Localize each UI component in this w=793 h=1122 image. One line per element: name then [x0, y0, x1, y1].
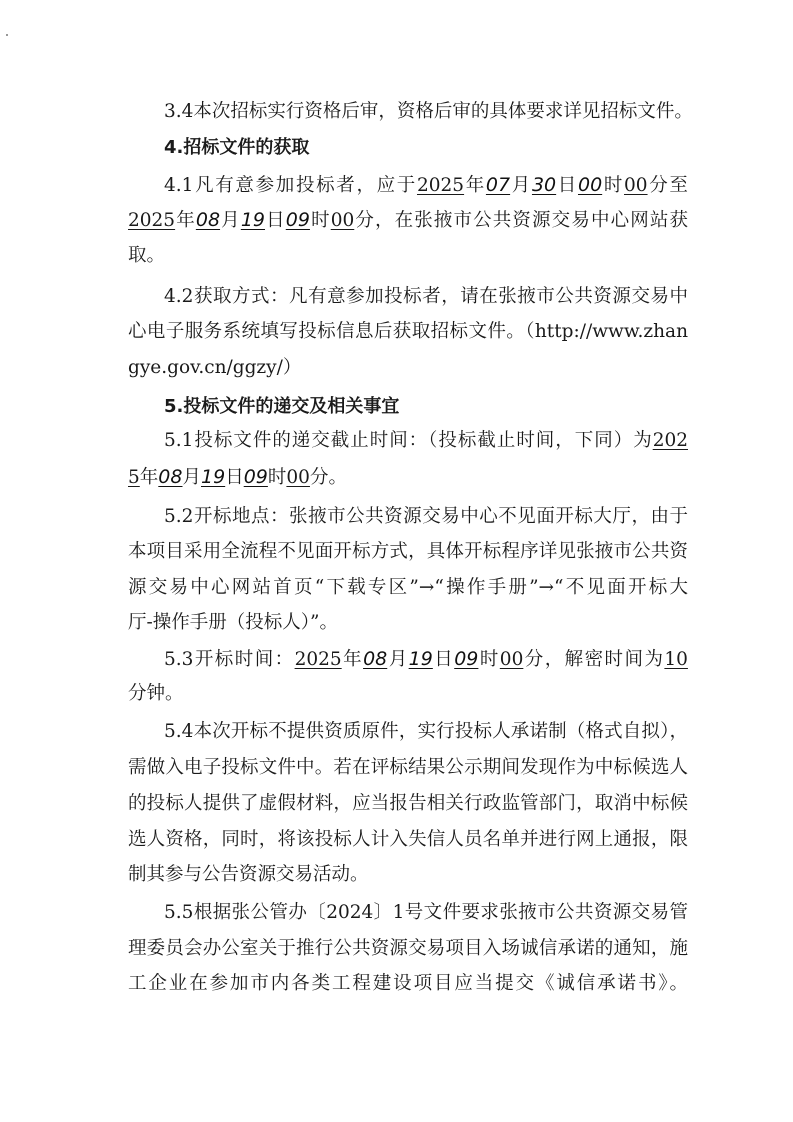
clause-4-1-line-3: 取。 [128, 245, 166, 266]
clause-5-4-line-5: 制其参与公告资源交易活动。 [128, 864, 369, 885]
scan-speck [6, 34, 8, 36]
clause-5-4-line-2: 需做入电子投标文件中。若在评标结果公示期间发现作为中标候选人 [128, 757, 688, 778]
section-heading-4: 4.招标文件的获取 [164, 137, 310, 158]
clause-5-5-line-1: 5.5根据张公管办〔2024〕1号文件要求张掖市公共资源交易管 [164, 902, 688, 923]
clause-5-1-line-2: 5年08月19日09时00分。 [128, 466, 347, 488]
clause-5-5-line-2: 理委员会办公室关于推行公共资源交易项目入场诚信承诺的通知，施 [128, 938, 688, 959]
clause-5-2-line-3: 源交易中心网站首页“下载专区”→“操作手册”→“不见面开标大 [128, 577, 688, 598]
clause-5-5-line-3: 工企业在参加市内各类工程建设项目应当提交《诚信承诺书》。 [128, 973, 688, 994]
clause-5-3-line-1: 5.3开标时间：2025年08月19日09时00分，解密时间为10 [164, 648, 688, 670]
clause-5-3-line-2: 分钟。 [128, 683, 184, 704]
clause-5-4-line-1: 5.4本次开标不提供资质原件，实行投标人承诺制（格式自拟）， [164, 721, 688, 742]
clause-4-1-line-2: 2025年08月19日09时00分，在张掖市公共资源交易中心网站获 [128, 209, 688, 231]
clause-4-1-line-1: 4.1凡有意参加投标者，应于2025年07月30日00时00分至 [164, 174, 688, 196]
clause-3-4: 3.4本次招标实行资格后审，资格后审的具体要求详见招标文件。 [164, 101, 693, 122]
clause-5-4-line-4: 选人资格，同时，将该投标人计入失信人员名单并进行网上通报，限 [128, 829, 688, 850]
clause-5-4-line-3: 的投标人提供了虚假材料，应当报告相关行政监管部门，取消中标候 [128, 793, 688, 814]
clause-4-2-line-1: 4.2获取方式：凡有意参加投标者，请在张掖市公共资源交易中 [164, 286, 688, 307]
clause-5-2-line-4: 厅-操作手册（投标人）”。 [128, 612, 338, 633]
clause-4-2-line-2: 心电子服务系统填写投标信息后获取招标文件。（http://www.zhan [128, 321, 688, 342]
section-heading-5: 5.投标文件的递交及相关事宜 [164, 396, 400, 417]
clause-5-1-line-1: 5.1投标文件的递交截止时间：（投标截止时间，下同）为202 [164, 430, 688, 451]
clause-5-2-line-2: 本项目采用全流程不见面开标方式，具体开标程序详见张掖市公共资 [128, 541, 688, 562]
clause-5-2-line-1: 5.2开标地点：张掖市公共资源交易中心不见面开标大厅，由于 [164, 506, 688, 527]
clause-4-2-line-3: gye.gov.cn/ggzy/） [128, 357, 302, 378]
